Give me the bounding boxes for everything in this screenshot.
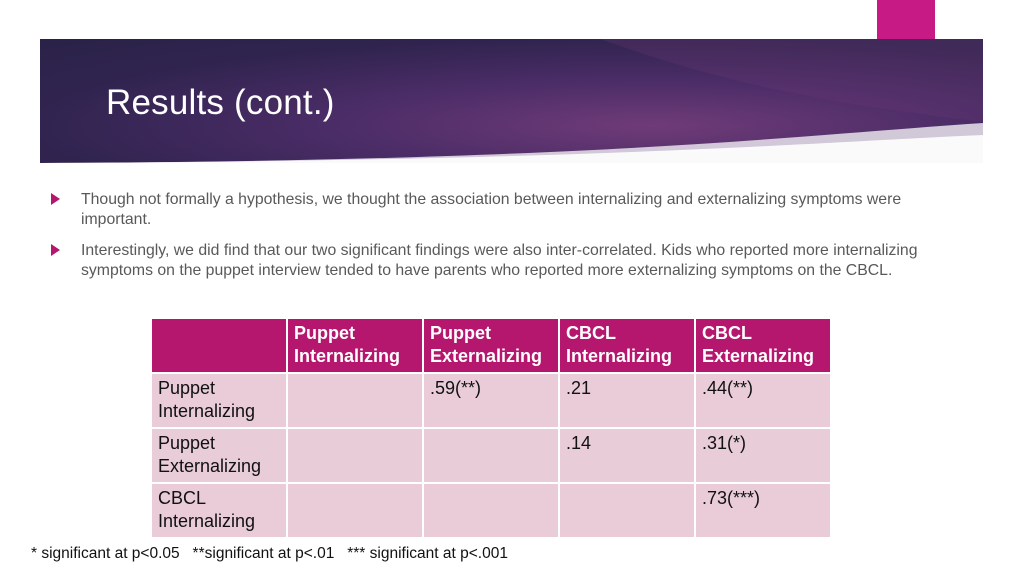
table-cell bbox=[288, 374, 422, 427]
table-row-label: Puppet Externalizing bbox=[152, 429, 286, 482]
table-cell bbox=[288, 484, 422, 537]
table-cell bbox=[424, 484, 558, 537]
table-header-cell: Puppet Externalizing bbox=[424, 319, 558, 372]
bullet-item bbox=[50, 190, 970, 230]
correlation-table bbox=[150, 317, 832, 539]
table-cell bbox=[560, 484, 694, 537]
table-cell: .44(**) bbox=[696, 374, 830, 427]
correlation-table-container bbox=[150, 317, 832, 531]
table-header-cell: CBCL Internalizing bbox=[560, 319, 694, 372]
table-header-row bbox=[152, 319, 830, 372]
bullet-list bbox=[50, 190, 970, 292]
table-header-cell: CBCL Externalizing bbox=[696, 319, 830, 372]
table-cell: .14 bbox=[560, 429, 694, 482]
bullet-text: Though not formally a hypothesis, we thought the association between internalizing and externalizing symptoms were important. bbox=[81, 191, 902, 228]
title-banner bbox=[40, 39, 983, 163]
bullet-item bbox=[50, 241, 970, 281]
table-header-cell bbox=[152, 319, 286, 372]
table-cell bbox=[424, 429, 558, 482]
table-cell: .73(***) bbox=[696, 484, 830, 537]
bullet-text: Interestingly, we did find that our two significant findings were also inter-correlated. Kids who reported more internalizing symptoms on the puppet interview tended to have parents who reported more externalizing symptoms on the CBCL. bbox=[81, 242, 918, 279]
table-cell: .21 bbox=[560, 374, 694, 427]
significance-footnote: * significant at p<0.05 **significant at p<.01 *** significant at p<.001 bbox=[31, 545, 508, 562]
triangle-right-icon bbox=[50, 244, 60, 256]
table-header-cell: Puppet Internalizing bbox=[288, 319, 422, 372]
table-cell: .31(*) bbox=[696, 429, 830, 482]
table-row bbox=[152, 374, 830, 427]
table-cell bbox=[288, 429, 422, 482]
table-cell: .59(**) bbox=[424, 374, 558, 427]
triangle-right-icon bbox=[50, 193, 60, 205]
page-title: Results (cont.) bbox=[106, 83, 335, 122]
table-row bbox=[152, 429, 830, 482]
table-row-label: Puppet Internalizing bbox=[152, 374, 286, 427]
table-row-label: CBCL Internalizing bbox=[152, 484, 286, 537]
table-row bbox=[152, 484, 830, 537]
